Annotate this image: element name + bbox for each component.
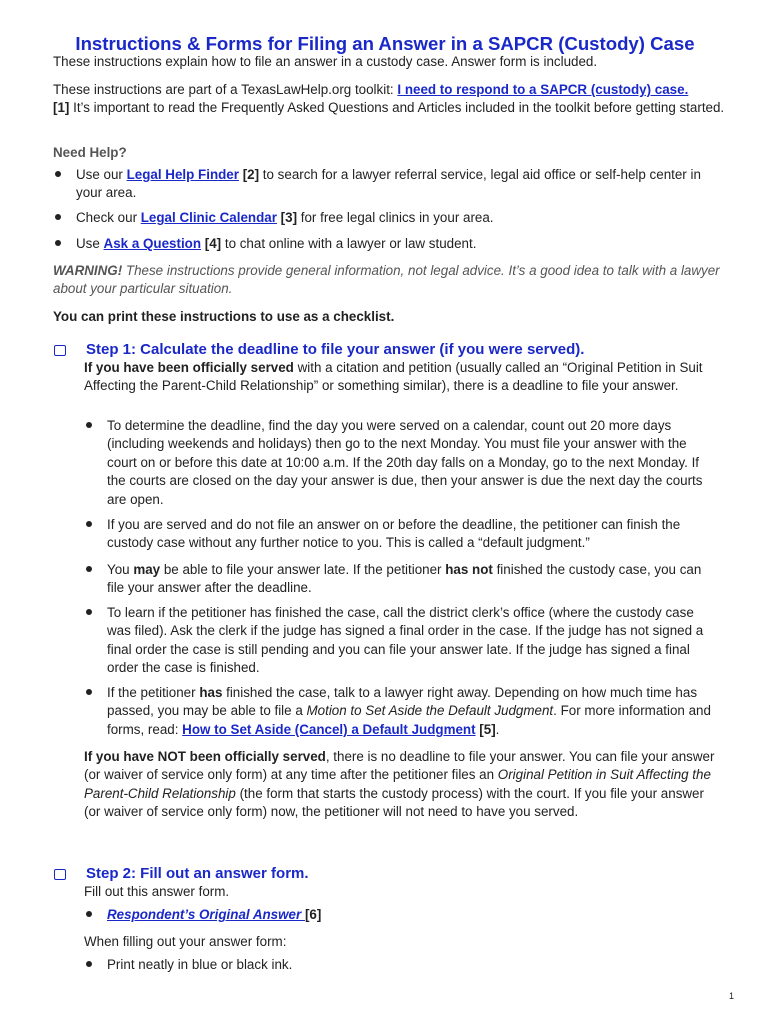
step2-title: Step 2: Fill out an answer form. [86, 865, 309, 882]
help-item: Check our Legal Clinic Calendar [3] for free legal clinics in your area. [76, 210, 494, 225]
step1-title: Step 1: Calculate the deadline to file your answer (if you were served). [86, 341, 585, 358]
legal-help-finder-link[interactable]: Legal Help Finder [126, 167, 239, 182]
checkbox-icon[interactable] [54, 345, 66, 356]
step2-lead: Fill out this answer form. [84, 884, 230, 899]
print-note: You can print these instructions to use as a checklist. [53, 309, 395, 324]
bullet-icon [86, 566, 92, 572]
step2-when: When filling out your answer form: [84, 934, 287, 949]
bullet-icon [86, 961, 92, 967]
warning-note: WARNING! These instructions provide general information, not legal advice. It’s a good idea to talk with a lawyer about your particular situation. [53, 263, 720, 297]
ask-a-question-link[interactable]: Ask a Question [103, 236, 202, 251]
toolkit-ref: [1] [53, 100, 70, 116]
step1-bullet: If the petitioner has finished the case, talk to a lawyer right away. Depending on how much time has passed, you may be able to file a Motion to Set Aside the Default Judgment. For more information and forms, read: How to Set Aside (Cancel) a Default Judgment [5]. [107, 685, 711, 737]
help-item: Use Ask a Question [4] to chat online with a lawyer or law student. [76, 236, 477, 251]
help-item: Use our Legal Help Finder [2] to search for a lawyer referral service, legal aid office or self-help center in your area. [76, 167, 701, 201]
bullet-icon [86, 422, 92, 428]
legal-clinic-calendar-link[interactable]: Legal Clinic Calendar [140, 210, 277, 225]
step1-not-served-paragraph: If you have NOT been officially served, there is no deadline to file your answer. You can file your answer (or waiver of service only form) at any time after the petitioner files an Original Petition in Suit Affecting the Parent-Child Relationship (the form that starts the custody process) with the court. If you file your answer (or waiver of service only form) now, the petitioner will not need to have you served. [84, 749, 715, 820]
toolkit-text: These instructions are part of a TexasLawHelp.org toolkit: [53, 82, 398, 97]
toolkit-paragraph [53, 81, 733, 118]
bullet-icon [86, 609, 92, 615]
respondents-original-answer-link[interactable]: Respondent’s Original Answer [107, 907, 305, 922]
step2-tip: Print neatly in blue or black ink. [107, 957, 293, 972]
toolkit-text-2: It’s important to read the Frequently Asked Questions and Articles included in the toolkit before getting started. [69, 100, 725, 116]
need-help-heading: Need Help? [53, 145, 127, 160]
step1-served-paragraph: If you have been officially served with a citation and petition (usually called an “Original Petition in Suit Affecting the Parent-Child Relationship” or something similar), there is a deadline to file your answer. [84, 360, 703, 394]
step1-bullet: You may be able to file your answer late. If the petitioner has not finished the custody case, you can file your answer after the deadline. [107, 562, 702, 596]
bullet-icon [86, 521, 92, 527]
bullet-icon [86, 911, 92, 917]
bullet-icon [86, 689, 92, 695]
step1-bullet: If you are served and do not file an answer on or before the deadline, the petitioner can finish the custody case without any further notice to you. This is called a “default judgment.” [107, 517, 681, 551]
set-aside-default-judgment-link[interactable]: How to Set Aside (Cancel) a Default Judgment [182, 721, 476, 737]
bullet-icon [55, 240, 61, 246]
toolkit-link[interactable]: I need to respond to a SAPCR (custody) case. [397, 82, 689, 97]
step1-bullet: To learn if the petitioner has finished the case, call the district clerk’s office (where the custody case was filed). Ask the clerk if the judge has signed a final order in the case. If the judge has not signed a final order the case is still pending and you can file your answer late. If the judge has signed a final order the case is finished. [107, 605, 704, 676]
step2-form-item: Respondent’s Original Answer [6] [107, 907, 322, 922]
page-title: Instructions & Forms for Filing an Answer in a SAPCR (Custody) Case [75, 33, 695, 54]
warning-label: WARNING! [53, 263, 123, 278]
page-number: 1 [728, 991, 734, 1001]
checkbox-icon[interactable] [54, 869, 66, 880]
intro-text: These instructions explain how to file an answer in a custody case. Answer form is included. [53, 54, 598, 69]
step1-bullet: To determine the deadline, find the day you were served on a calendar, count out 20 more days (including weekends and holidays) then go to the next Monday. You must file your answer with the court on or before this date at 10:00 a.m. If the 20th day falls on a Monday, go to the next Monday. If the courts are closed on the day your answer is due, then your answer is due the next day the courts are open. [107, 418, 703, 507]
bullet-icon [55, 171, 61, 177]
bullet-icon [55, 214, 61, 220]
